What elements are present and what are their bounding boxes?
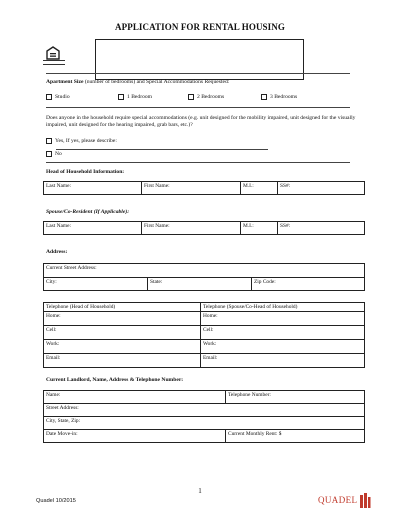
checkbox[interactable] [188,94,194,100]
option-2-bedrooms[interactable]: 2 Bedrooms [188,94,224,100]
equal-housing-icon [46,46,60,60]
address-table [43,263,365,291]
option-yes[interactable]: Yes, If yes, please describe: [46,138,117,144]
checkbox[interactable] [46,151,52,157]
zip-field[interactable]: Zip Code: [252,278,365,291]
telephone-table [43,302,365,368]
divider [46,73,350,74]
head-email-field[interactable]: Email: [44,354,201,368]
option-no[interactable]: No [46,151,62,157]
spouse-home-field[interactable]: Home: [201,312,365,326]
accommodations-question: Does anyone in the household require special accommodations (e.g. unit designed for the mobility impaired, unit designed for the visually impaired, unit designed for the hearing impaired, grab bars, etc.)? [46,115,356,128]
option-1-bedroom[interactable]: 1 Bedroom [118,94,152,100]
form-title: APPLICATION FOR RENTAL HOUSING [115,22,285,32]
checkbox[interactable] [261,94,267,100]
first-name-field[interactable]: First Name: [142,182,241,195]
first-name-field[interactable]: First Name: [142,222,241,235]
ssn-field[interactable]: SS#: [278,222,365,235]
logo-text: QUADEL [318,495,358,505]
last-name-field[interactable]: Last Name: [44,182,142,195]
option-3-bedrooms[interactable]: 3 Bedrooms [261,94,297,100]
page-number: 1 [198,487,202,495]
head-cell-field[interactable]: Cell: [44,326,201,340]
mi-field[interactable]: M.I.: [241,182,278,195]
ssn-field[interactable]: SS#: [278,182,365,195]
landlord-city-state-zip-field[interactable]: City, State, Zip: [44,417,365,430]
accommodations-no [0,151,400,161]
checkbox[interactable] [46,138,52,144]
accommodations-yes [0,138,400,148]
describe-line[interactable] [56,149,268,150]
divider [46,162,350,163]
form-code: Quadel 10/2015 [36,498,76,504]
city-field[interactable]: City: [44,278,148,291]
head-work-field[interactable]: Work: [44,340,201,354]
apartment-size-options [0,94,400,104]
spouse-cell-field[interactable]: Cell: [201,326,365,340]
address-heading: Address: [46,249,68,255]
last-name-field[interactable]: Last Name: [44,222,142,235]
spouse-email-field[interactable]: Email: [201,354,365,368]
move-in-date-field[interactable]: Date Move-in: [44,430,226,443]
landlord-name-field[interactable]: Name: [44,391,226,404]
telephone-spouse-header: Telephone (Spouse/Co-Head of Household) [201,303,365,312]
quadel-logo [318,492,371,508]
landlord-street-field[interactable]: Street Address: [44,404,365,417]
street-address-field[interactable]: Current Street Address: [44,264,365,278]
head-home-field[interactable]: Home: [44,312,201,326]
mi-field[interactable]: M.I.: [241,222,278,235]
state-field[interactable]: State: [148,278,252,291]
head-table [43,181,365,195]
landlord-heading: Current Landlord, Name, Address & Telephone Number: [46,377,184,383]
spouse-table [43,221,365,235]
option-studio[interactable]: Studio [46,94,70,100]
spouse-heading: Spouse/Co-Resident (If Applicable): [46,209,130,215]
quadel-building-icon [359,492,371,508]
divider [46,107,350,108]
landlord-table [43,390,365,443]
monthly-rent-field[interactable]: Current Monthly Rent: $ [226,430,365,443]
spouse-work-field[interactable]: Work: [201,340,365,354]
checkbox[interactable] [46,94,52,100]
checkbox[interactable] [118,94,124,100]
telephone-head-header: Telephone (Head of Household) [44,303,201,312]
landlord-phone-field[interactable]: Telephone Number: [226,391,365,404]
equal-housing-caption [43,60,65,65]
head-heading: Head of Household Information: [46,169,125,175]
apartment-size-label: Apartment Size (number of bedrooms) and Special Accommodations Requested: [46,79,230,85]
